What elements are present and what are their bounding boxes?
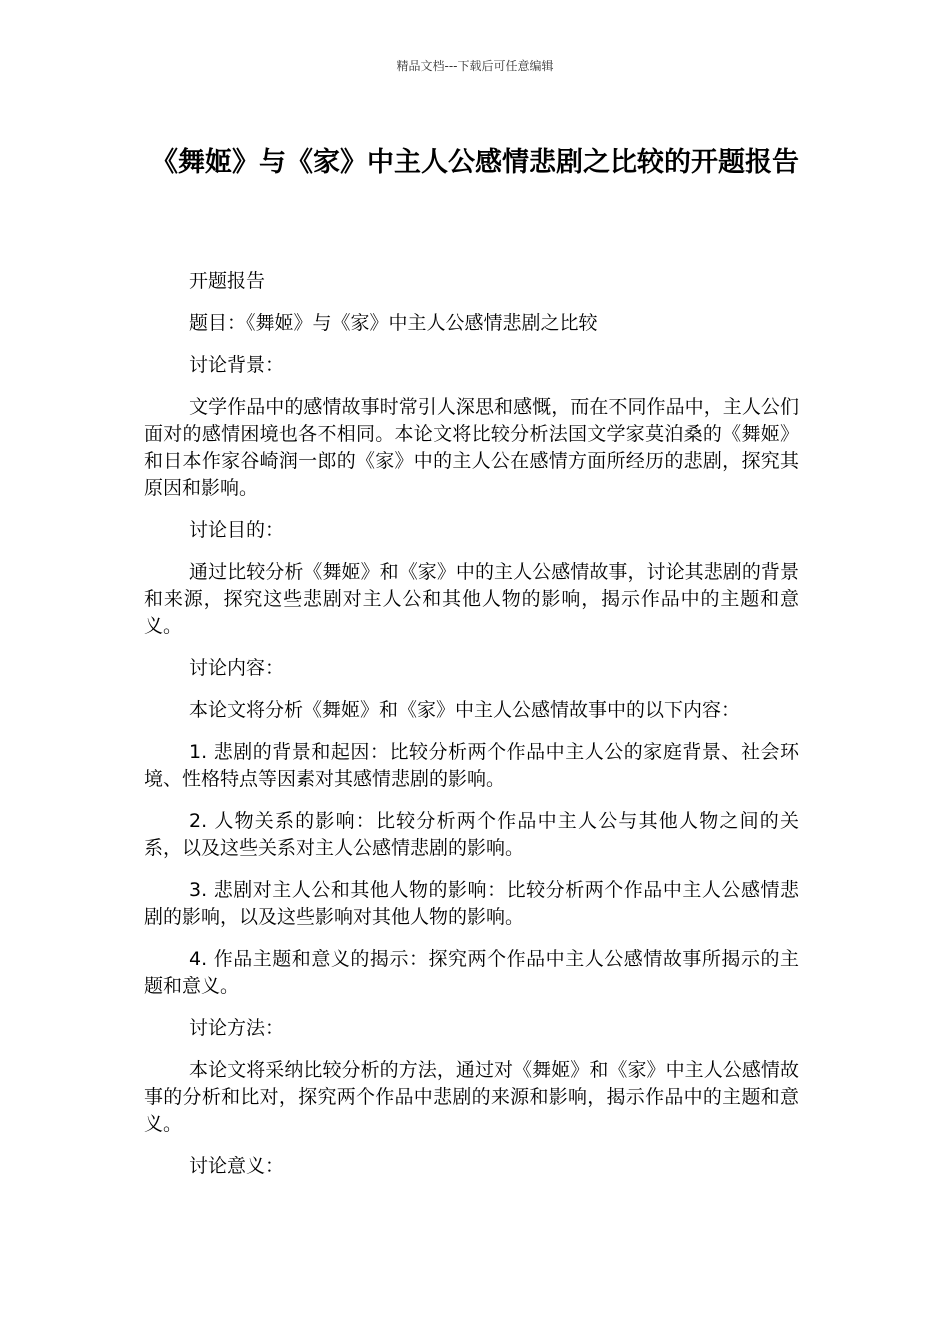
list-item-3: 3. 悲剧对主人公和其他人物的影响：比较分析两个作品中主人公感情悲剧的影响，以及这些影响对其他人物的影响。 [144,879,799,928]
page-header-note: 精品文档---下载后可任意编辑 [396,59,554,73]
paragraph-content-intro: 本论文将分析《舞姬》和《家》中主人公感情故事中的以下内容： [189,699,741,721]
heading-method: 讨论方法： [189,1017,285,1039]
paragraph-topic: 题目：《舞姬》与《家》中主人公感情悲剧之比较 [189,312,598,334]
heading-purpose: 讨论目的： [189,519,285,541]
paragraph-method: 本论文将采纳比较分析的方法，通过对《舞姬》和《家》中主人公感情故事的分析和比对，探究两个作品中悲剧的来源和影响，揭示作品中的主题和意义。 [144,1059,799,1135]
list-item-4: 4. 作品主题和意义的揭示：探究两个作品中主人公感情故事所揭示的主题和意义。 [144,948,799,997]
paragraph-report-label: 开题报告 [189,270,266,292]
heading-background: 讨论背景： [189,354,285,376]
heading-significance: 讨论意义： [189,1155,285,1177]
list-item-1: 1. 悲剧的背景和起因：比较分析两个作品中主人公的家庭背景、社会环境、性格特点等因素对其感情悲剧的影响。 [144,741,799,790]
paragraph-background: 文学作品中的感情故事时常引人深思和感慨，而在不同作品中，主人公们面对的感情困境也各不相同。本论文将比较分析法国文学家莫泊桑的《舞姬》和日本作家谷崎润一郎的《家》中的主人公在感情方面所经历的悲剧，探究其原因和影响。 [144,396,799,499]
paragraph-purpose: 通过比较分析《舞姬》和《家》中的主人公感情故事，讨论其悲剧的背景和来源，探究这些悲剧对主人公和其他人物的影响，揭示作品中的主题和意义。 [144,561,799,637]
document-title: 《舞姬》与《家》中主人公感情悲剧之比较的开题报告 [151,147,799,178]
list-item-2: 2. 人物关系的影响：比较分析两个作品中主人公与其他人物之间的关系，以及这些关系对主人公感情悲剧的影响。 [144,810,799,859]
document-body [144,268,799,1195]
heading-content: 讨论内容： [189,657,285,679]
